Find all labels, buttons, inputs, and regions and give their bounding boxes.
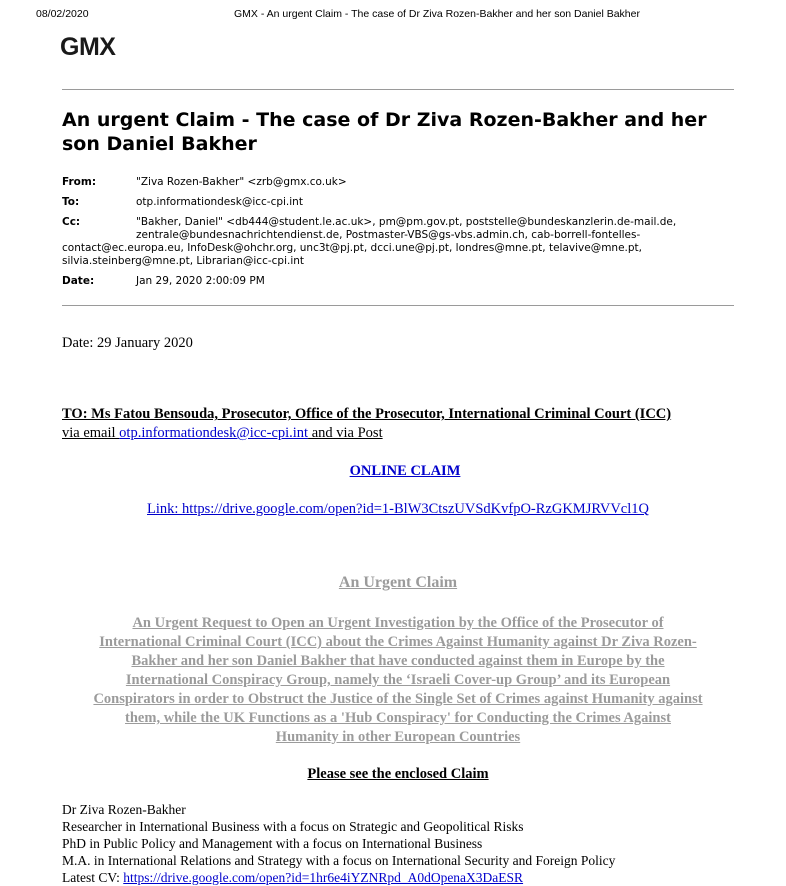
drive-link[interactable]: https://drive.google.com/open?id=1-BlW3CtszUVSdKvfpO-RzGKMJRVVcl1Q xyxy=(182,501,649,517)
online-claim-row xyxy=(62,463,734,480)
cv-link[interactable]: https://drive.google.com/open?id=1hr6e4iYZNRpd_A0dOpenaX3DaESR xyxy=(123,870,524,885)
cc-line-3: contact@ec.europa.eu, InfoDesk@ohchr.org, unc3t@pj.pt, dcci.une@pj.pt, londres@mne.pt, telavive@mne.pt, xyxy=(62,242,642,254)
link-label: Link: xyxy=(147,501,183,517)
email-subject xyxy=(62,108,732,156)
request-line-3[interactable]: Bakher and her son Daniel Bakher that have conducted against them in Europe by the xyxy=(131,653,665,669)
signature-line-3: PhD in Public Policy and Management with a focus on International Business xyxy=(62,836,483,851)
to-value: otp.informationdesk@icc-cpi.int xyxy=(136,196,303,208)
signature-line-4: M.A. in International Relations and Strategy with a focus on International Security and Foreign Policy xyxy=(62,853,616,868)
signature-name: Dr Ziva Rozen-Bakher xyxy=(62,802,186,817)
divider-top xyxy=(62,89,734,90)
signature-block xyxy=(62,801,615,886)
via-suffix: and via Post xyxy=(308,425,383,441)
signature-line-2: Researcher in International Business with a focus on Strategic and Geopolitical Risks xyxy=(62,819,524,834)
print-title: GMX - An urgent Claim - The case of Dr Ziva Rozen-Bakher and her son Daniel Bakher xyxy=(234,8,640,20)
via-prefix: via email xyxy=(62,425,120,441)
date-label: Date: xyxy=(62,275,95,287)
addressee-line: TO: Ms Fatou Bensouda, Prosecutor, Office of the Prosecutor, International Criminal Court (ICC) xyxy=(62,406,672,422)
request-paragraph xyxy=(52,614,744,747)
via-line xyxy=(62,425,383,442)
from-value: "Ziva Rozen-Bakher" <zrb@gmx.co.uk> xyxy=(136,176,347,188)
from-label: From: xyxy=(62,176,97,188)
request-line-1[interactable]: An Urgent Request to Open an Urgent Investigation by the Office of the Prosecutor of xyxy=(132,615,664,631)
cc-row xyxy=(62,216,742,268)
drive-link-row xyxy=(62,501,734,518)
request-line-4[interactable]: International Conspiracy Group, namely the ‘Israeli Cover-up Group’ and its European xyxy=(125,672,671,688)
claim-title-row xyxy=(62,574,734,591)
divider-bottom xyxy=(62,305,734,306)
subject-line-2: son Daniel Bakher xyxy=(62,133,257,155)
date-value: Jan 29, 2020 2:00:09 PM xyxy=(136,275,265,287)
cc-line-1: "Bakher, Daniel" <db444@student.le.ac.uk>, pm@pm.gov.pt, poststelle@bundeskanzlerin.de-mail.de, xyxy=(136,216,677,228)
body-date: Date: 29 January 2020 xyxy=(62,335,193,351)
claim-title[interactable]: An Urgent Claim xyxy=(338,574,458,591)
cc-label: Cc: xyxy=(62,216,81,228)
to-label: To: xyxy=(62,196,80,208)
cc-line-2: zentrale@bundesnachrichtendienst.de, Postmaster-VBS@gs-vbs.admin.ch, cab-borrell-fontelles- xyxy=(136,229,641,241)
date-row xyxy=(62,275,742,288)
gmx-logo: GMX xyxy=(60,33,116,61)
from-row xyxy=(62,176,742,189)
cc-line-4: silvia.steinberg@mne.pt, Librarian@icc-cpi.int xyxy=(62,255,305,267)
request-line-5[interactable]: Conspirators in order to Obstruct the Justice of the Single Set of Crimes against Humanity against xyxy=(93,691,703,707)
online-claim-link[interactable]: ONLINE CLAIM xyxy=(349,463,461,479)
cv-label: Latest CV: xyxy=(62,870,124,885)
print-date: 08/02/2020 xyxy=(36,8,89,20)
request-line-7[interactable]: Humanity in other European Countries xyxy=(275,729,521,745)
request-line-6[interactable]: them, while the UK Functions as a 'Hub Conspiracy' for Conducting the Crimes Against xyxy=(125,710,671,726)
to-row xyxy=(62,196,742,209)
see-enclosed: Please see the enclosed Claim xyxy=(307,766,489,782)
cv-line xyxy=(62,869,615,886)
via-email-link[interactable]: otp.informationdesk@icc-cpi.int xyxy=(119,425,309,441)
request-line-2[interactable]: International Criminal Court (ICC) about the Crimes Against Humanity against Dr Ziva Rozen- xyxy=(99,634,697,650)
subject-line-1: An urgent Claim - The case of Dr Ziva Rozen-Bakher and her xyxy=(62,109,707,131)
